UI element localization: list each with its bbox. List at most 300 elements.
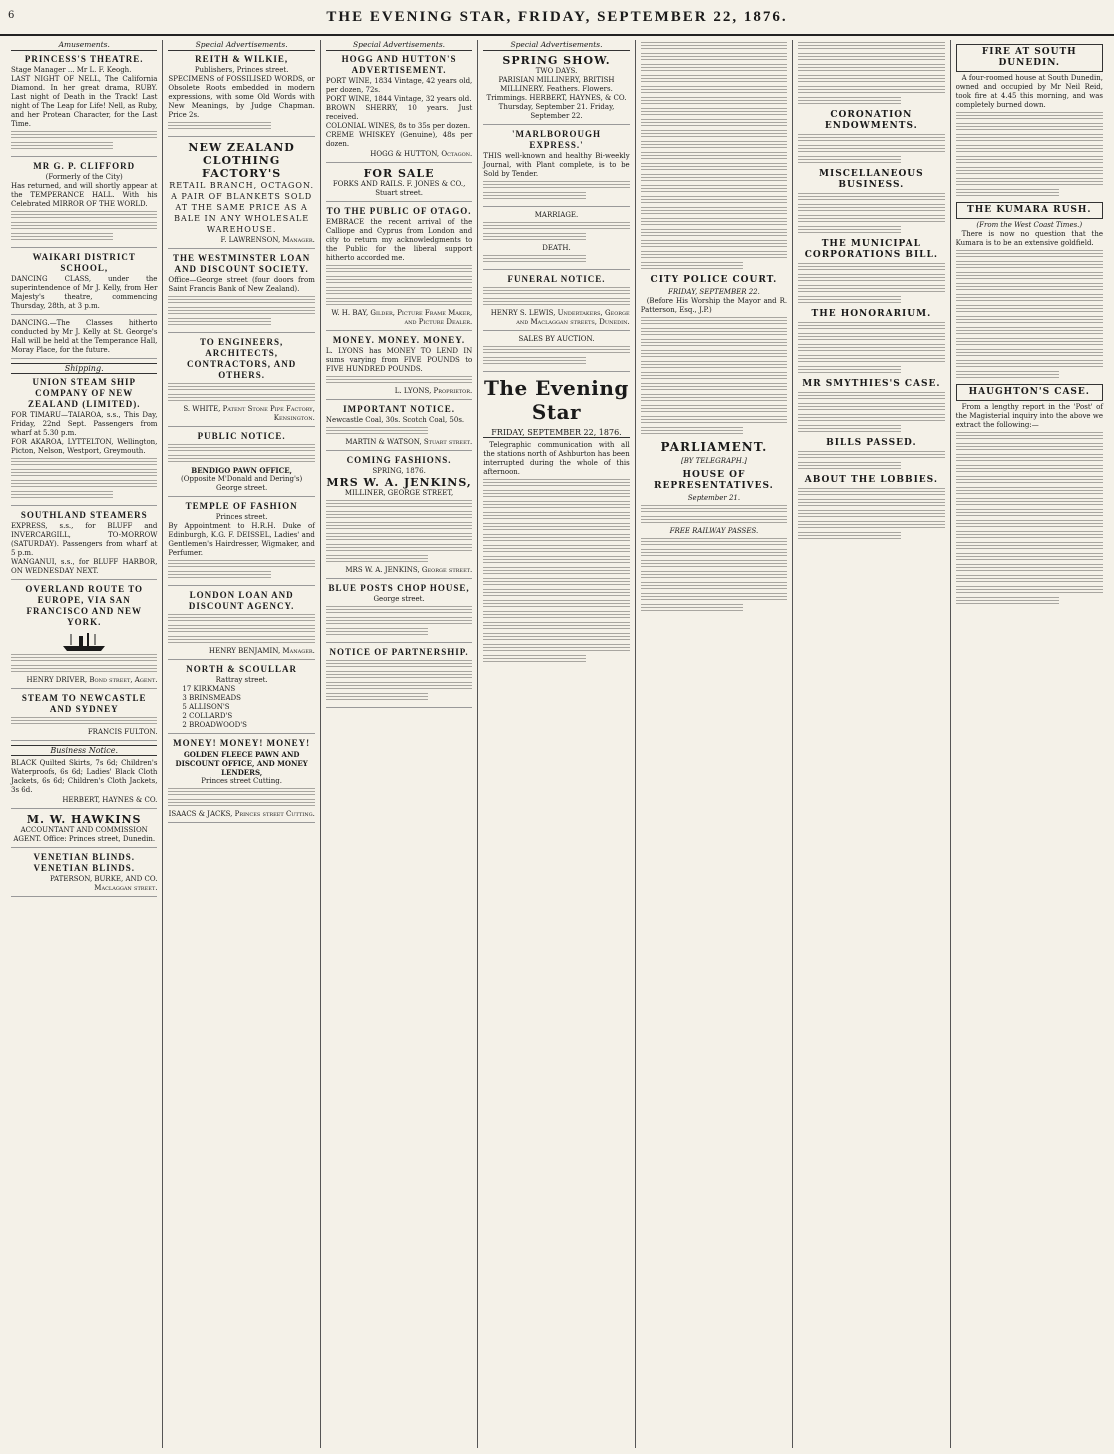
- masthead: [0, 0, 1114, 36]
- article-continuation: [798, 42, 944, 106]
- text-lines: [326, 511, 472, 520]
- text-lines: [326, 606, 472, 615]
- text-lines: [798, 355, 944, 364]
- text-lines: [483, 346, 629, 355]
- text-lines: [798, 193, 944, 202]
- text-lines: [956, 349, 1103, 358]
- text-lines: [326, 693, 429, 702]
- text-lines: [168, 444, 314, 453]
- text-lines: [956, 156, 1103, 165]
- text-lines: [483, 298, 629, 307]
- text-lines: [956, 476, 1103, 485]
- text-lines: [798, 64, 944, 73]
- ad-coming-fashions: [326, 455, 472, 579]
- text-lines: [168, 383, 314, 392]
- text-lines: [641, 53, 787, 62]
- text-lines: [168, 636, 314, 645]
- ad-signature: PATERSON, BURKE, AND CO. Maclaggan street.: [49, 875, 158, 892]
- ad-title: WAIKARI DISTRICT SCHOOL,: [32, 252, 136, 273]
- ad-title: NEW ZEALAND CLOTHING FACTORY'S: [188, 141, 295, 180]
- ad-hogg-hutton: [326, 54, 472, 163]
- text-lines: [798, 366, 900, 375]
- ad-body: GOLDEN FLEECE PAWN AND DISCOUNT OFFICE, AND MONEY LENDERS,: [175, 750, 308, 777]
- ad-body: FORKS AND RAILS. F. JONES & CO., Stuart street.: [332, 180, 466, 197]
- text-lines: [641, 207, 787, 216]
- ad-clifford: [11, 161, 157, 248]
- ad-title: NOTICE OF PARTNERSHIP.: [329, 647, 469, 657]
- ad-title: 'MARLBOROUGH EXPRESS.': [511, 129, 601, 150]
- text-lines: [798, 134, 944, 143]
- ad-sub: Rattray street.: [215, 676, 268, 684]
- ad-title: MONEY! MONEY! MONEY!: [173, 738, 311, 748]
- text-lines: [956, 167, 1103, 176]
- ad-body: FOR TIMARU—TAIAROA, s.s., This Day, Friday, 22nd Sept. Passengers from wharf at 5.30 p.m.: [11, 411, 158, 437]
- text-lines: [641, 339, 787, 348]
- article-title: ABOUT THE LOBBIES.: [804, 475, 938, 485]
- text-lines: [326, 500, 472, 509]
- text-lines: [798, 510, 944, 519]
- ad-sub: SPRING, 1876.: [372, 467, 426, 475]
- ad-sub: Publishers, Princes street.: [194, 66, 289, 74]
- text-lines: [483, 611, 629, 620]
- text-lines: [326, 617, 472, 626]
- text-lines: [956, 250, 1103, 259]
- text-lines: [641, 97, 787, 106]
- ad-item: PORT WINE, 1844 Vintage, 32 years old.: [325, 95, 472, 103]
- ad-body: PARISIAN MILLINERY, BRITISH MILLINERY. Feathers. Flowers. Trimmings. HERBERT, HAYNES, & CO. Thursday, September 21. Friday, September 22.: [486, 76, 627, 120]
- text-lines: [168, 394, 314, 403]
- ad-body: DANCING.—The Classes hitherto conducted by Mr J. Kelly at St. George's Hall will be held at the Temperance Hall, Moray Place, for the future.: [11, 319, 158, 354]
- text-lines: [483, 287, 629, 296]
- text-lines: [641, 130, 787, 139]
- text-lines: [798, 392, 944, 401]
- ad-sub: (Formerly of the City): [45, 173, 123, 181]
- article-body: There is now no question that the Kumara is to be an extensive goldfield.: [955, 230, 1103, 247]
- ad-body: EMBRACE the recent arrival of the Calliope and Cyprus from London and city to return my acknowledgments to the Public for the liberal support hitherto accorded me.: [325, 218, 473, 262]
- text-lines: [483, 233, 585, 242]
- ad-newcastle-steam: [11, 693, 157, 741]
- article-haughton: [956, 403, 1103, 606]
- text-lines: [956, 305, 1103, 314]
- text-lines: [956, 145, 1103, 154]
- ad-title: VENETIAN BLINDS. VENETIAN BLINDS.: [33, 852, 135, 873]
- ad-title: FUNERAL NOTICE.: [507, 274, 606, 284]
- article-sub: FREE RAILWAY PASSES.: [669, 527, 759, 535]
- text-lines: [956, 371, 1059, 380]
- ad-clothing-factory: [168, 141, 314, 249]
- ad-title: STEAM TO NEWCASTLE AND SYDNEY: [21, 693, 147, 714]
- piano-item: 5 ALLISON'S: [182, 703, 230, 711]
- ad-money: [168, 738, 314, 823]
- ad-title: TEMPLE OF FASHION: [185, 501, 298, 511]
- text-lines: [168, 318, 270, 327]
- text-lines: [956, 432, 1103, 441]
- text-lines: [798, 226, 900, 235]
- ad-body: DANCING CLASS, under the superintendence of Mr J. Kelly, from Her Majesty's theatre, commencing Thursday, 28th, at 3 p.m.: [11, 275, 158, 310]
- article-title: BILLS PASSED.: [826, 438, 917, 448]
- masthead-title: THE EVENING STAR, FRIDAY, SEPTEMBER 22, 1876.: [326, 8, 788, 25]
- article-parliament: [641, 505, 787, 613]
- text-lines: [326, 298, 472, 307]
- ad-title: TO ENGINEERS, ARCHITECTS, CONTRACTORS, AND OTHERS.: [186, 337, 297, 380]
- text-lines: [641, 185, 787, 194]
- text-lines: [168, 455, 314, 464]
- text-lines: [956, 112, 1103, 121]
- text-lines: [326, 287, 472, 296]
- text-lines: [483, 556, 629, 565]
- ad-title: COMING FASHIONS.: [346, 455, 452, 465]
- ad-engineers: [168, 337, 314, 427]
- ad-signature: S. WHITE, Patent Stone Pipe Factory, Kensington.: [183, 405, 315, 422]
- ad-public-otago: [326, 206, 472, 331]
- text-lines: [326, 671, 472, 680]
- text-lines: [956, 338, 1103, 347]
- text-lines: [483, 255, 585, 264]
- text-lines: [798, 263, 944, 272]
- notice-funeral: [483, 274, 629, 331]
- text-lines: [798, 285, 944, 294]
- ad-body: Office—George street (four doors from Saint Francis Bank of New Zealand).: [168, 276, 315, 293]
- ad-body: ACCOUNTANT AND COMMISSION AGENT. Office: Princes street, Dunedin.: [13, 826, 156, 843]
- ad-temple-of-fashion: [168, 501, 314, 586]
- text-lines: [168, 571, 270, 580]
- ad-princess-theatre: [11, 54, 157, 157]
- text-lines: [956, 531, 1103, 540]
- ad-item: COLONIAL WINES, 8s to 35s per dozen.: [325, 122, 471, 130]
- ad-important-notice: [326, 404, 472, 451]
- text-lines: [798, 462, 900, 471]
- ad-sub: TWO DAYS.: [535, 67, 578, 75]
- article-title: CORONATION ENDOWMENTS.: [824, 110, 918, 131]
- text-lines: [641, 328, 787, 337]
- notice-head: MARRIAGE.: [534, 211, 579, 219]
- text-lines: [641, 394, 787, 403]
- ad-title: BLUE POSTS CHOP HOUSE,: [328, 583, 470, 593]
- article-title: MISCELLANEOUS BUSINESS.: [819, 169, 924, 190]
- article-date: FRIDAY, SEPTEMBER 22.: [667, 288, 760, 296]
- steamship-icon: [61, 630, 107, 652]
- article-date: September 21.: [687, 494, 741, 502]
- ad-sub: Princes street.: [215, 513, 268, 521]
- ad-title: LONDON LOAN AND DISCOUNT AGENCY.: [188, 590, 295, 611]
- text-lines: [956, 316, 1103, 325]
- text-lines: [483, 512, 629, 521]
- text-lines: [956, 189, 1059, 198]
- section-shipping: Shipping.: [11, 363, 157, 374]
- text-lines: [798, 414, 944, 423]
- text-lines: [11, 654, 157, 663]
- column-head-special-ads: Special Advertisements.: [326, 40, 472, 51]
- article-title: MR SMYTHIES'S CASE.: [802, 379, 941, 389]
- text-lines: [798, 75, 944, 84]
- article-title: THE MUNICIPAL CORPORATIONS BILL.: [804, 239, 938, 260]
- text-lines: [798, 488, 944, 497]
- text-lines: [168, 614, 314, 623]
- notice-sales-auction: [483, 335, 629, 372]
- ad-title: PRINCESS'S THEATRE.: [24, 54, 144, 64]
- ad-black-skirts: [11, 759, 157, 809]
- ad-title: HOGG AND HUTTON'S ADVERTISEMENT.: [341, 54, 457, 75]
- article-title: HOUSE OF REPRESENTATIVES.: [654, 470, 774, 491]
- text-lines: [168, 560, 314, 569]
- text-lines: [11, 717, 157, 726]
- notice-head: DEATH.: [542, 244, 571, 252]
- column-6: [793, 40, 950, 1448]
- column-head-special-ads: Special Advertisements.: [483, 40, 629, 51]
- ad-signature: HERBERT, HAYNES & CO.: [62, 796, 158, 804]
- text-lines: [641, 75, 787, 84]
- text-lines: [641, 119, 787, 128]
- text-lines: [483, 600, 629, 609]
- text-lines: [11, 480, 157, 489]
- text-lines: [641, 64, 787, 73]
- text-lines: [641, 141, 787, 150]
- text-lines: [956, 454, 1103, 463]
- ad-dancing: [11, 319, 157, 359]
- text-lines: [956, 443, 1103, 452]
- ad-title: THE WESTMINSTER LOAN AND DISCOUNT SOCIETY.: [172, 253, 311, 274]
- ad-north-scoullar: [168, 664, 314, 734]
- text-lines: [798, 425, 900, 434]
- ad-name: MRS W. A. JENKINS,: [326, 476, 472, 489]
- text-lines: [483, 357, 585, 366]
- ad-sub: (Opposite M'Donald and Dering's) George street.: [181, 475, 303, 492]
- article-body: From a lengthy report in the 'Post' of the Magisterial inquiry into the above we extract the following:—: [955, 403, 1103, 429]
- ad-signature: L. LYONS, Proprietor.: [394, 387, 473, 395]
- text-lines: [798, 532, 900, 541]
- notice-marriage: [483, 211, 629, 270]
- text-lines: [11, 222, 157, 231]
- text-lines: [956, 553, 1103, 562]
- text-lines: [956, 261, 1103, 270]
- text-lines: [641, 416, 787, 425]
- text-lines: [641, 593, 787, 602]
- ad-manager: Stage Manager ... Mr L. F. Keogh.: [11, 66, 132, 74]
- column-7: [951, 40, 1108, 1448]
- ad-body: SPECIMENS of FOSSILISED WORDS, or Obsolete Roots embedded in modern expressions, with some Old Words with New Meanings, by Judge Chapman. Price 2s.: [168, 75, 315, 119]
- ad-signature: MRS W. A. JENKINS, George street.: [345, 566, 473, 574]
- text-lines: [641, 262, 744, 271]
- text-lines: [483, 655, 585, 664]
- ad-signature: FRANCIS FULTON.: [87, 728, 158, 736]
- text-lines: [11, 211, 157, 220]
- text-lines: [641, 505, 787, 514]
- text-lines: [956, 575, 1103, 584]
- text-lines: [798, 451, 944, 460]
- text-lines: [326, 555, 429, 564]
- text-lines: [483, 644, 629, 653]
- text-lines: [956, 498, 1103, 507]
- text-lines: [641, 582, 787, 591]
- ad-title: OVERLAND ROUTE TO EUROPE, VIA SAN FRANCISCO AND NEW YORK.: [25, 584, 144, 627]
- ad-sub: Princes street Cutting.: [201, 777, 282, 785]
- ad-body: Newcastle Coal, 30s. Scotch Coal, 50s.: [325, 416, 465, 424]
- text-lines: [11, 665, 157, 674]
- ad-title: MR G. P. CLIFFORD: [33, 161, 136, 171]
- text-lines: [483, 545, 629, 554]
- text-lines: [168, 122, 270, 131]
- column-head-amusements: Amusements.: [11, 40, 157, 51]
- article-title: HAUGHTON'S CASE.: [956, 384, 1103, 401]
- text-lines: [956, 294, 1103, 303]
- lead-article: [483, 441, 629, 664]
- text-lines: [956, 283, 1103, 292]
- article-fire: [956, 74, 1103, 198]
- ad-item: CREME WHISKEY (Genuine), 48s per dozen.: [325, 131, 473, 148]
- newspaper-nameplate: The Evening Star: [484, 376, 629, 424]
- ad-body: Has returned, and will shortly appear at the TEMPERANCE HALL. With his Celebrated MIRROR OF THE WORLD.: [11, 182, 158, 208]
- ad-body: LAST NIGHT OF NELL, The California Diamond. In her great drama, RUBY. Last night of Death in the Track! Last night of The Leap for Life! Nell, as Ruby, and her Protean Character, for the Last Time.: [11, 75, 158, 128]
- ad-venetian-blinds: [11, 852, 157, 897]
- ad-overland-route: [11, 584, 157, 689]
- ad-signature: MARTIN & WATSON, Stuart street.: [345, 438, 473, 446]
- text-lines: [956, 509, 1103, 518]
- text-lines: [641, 405, 787, 414]
- text-lines: [11, 142, 113, 151]
- text-lines: [168, 625, 314, 634]
- ad-title: UNION STEAM SHIP COMPANY OF NEW ZEALAND (LIMITED).: [27, 377, 141, 409]
- ad-signature: F. LAWRENSON, Manager.: [220, 236, 315, 244]
- ad-partnership: [326, 647, 472, 708]
- text-lines: [956, 123, 1103, 132]
- text-lines: [168, 307, 314, 316]
- ad-spring-show: [483, 54, 629, 125]
- text-lines: [798, 521, 944, 530]
- text-lines: [956, 360, 1103, 369]
- column-4: [478, 40, 635, 1448]
- ad-body: EXPRESS, s.s., for BLUFF and INVERCARGILL, TO-MORROW (SATURDAY). Passengers from wharf at 5 p.m.: [11, 522, 158, 557]
- text-lines: [798, 322, 944, 331]
- ad-title: SPRING SHOW.: [502, 54, 611, 67]
- ad-title: NORTH & SCOULLAR: [186, 664, 297, 674]
- text-lines: [483, 192, 585, 201]
- text-lines: [956, 465, 1103, 474]
- text-lines: [798, 156, 900, 165]
- column-head-special-ads: Special Advertisements.: [168, 40, 314, 51]
- text-lines: [798, 53, 944, 62]
- text-lines: [956, 134, 1103, 143]
- ad-body: By Appointment to H.R.H. Duke of Edinburgh, K.G. F. DEISSEL, Ladies' and Gentlemen's Hairdresser, Wigmaker, and Perfumer.: [168, 522, 315, 557]
- text-lines: [641, 152, 787, 161]
- text-lines: [641, 350, 787, 359]
- ad-signature: W. H. BAY, Gilder, Picture Frame Maker, and Picture Dealer.: [331, 309, 473, 326]
- article-body: A four-roomed house at South Dunedin, owned and occupied by Mr Neil Reid, took fire at 4.45 this morning, and was completely burned down.: [955, 74, 1103, 109]
- ad-sub: MILLINER, GEORGE STREET,: [344, 489, 454, 497]
- ad-title: IMPORTANT NOTICE.: [343, 404, 455, 414]
- text-lines: [483, 534, 629, 543]
- ad-southland-steamers: [11, 510, 157, 580]
- article-title: PARLIAMENT.: [660, 440, 768, 454]
- piano-item: 2 COLLARD'S: [182, 712, 233, 720]
- text-lines: [11, 458, 157, 467]
- text-lines: [11, 469, 157, 478]
- text-lines: [956, 520, 1103, 529]
- text-lines: [798, 86, 944, 95]
- column-1: [6, 40, 163, 1448]
- column-5: [636, 40, 793, 1448]
- text-lines: [798, 215, 944, 224]
- text-lines: [11, 233, 113, 242]
- article-sub: [BY TELEGRAPH.]: [681, 457, 747, 465]
- text-lines: [641, 317, 787, 326]
- article-police-court: [641, 297, 787, 436]
- text-lines: [641, 604, 744, 613]
- text-lines: [326, 276, 472, 285]
- text-lines: [956, 272, 1103, 281]
- text-lines: [483, 181, 629, 190]
- article-title: FIRE AT SOUTH DUNEDIN.: [956, 44, 1103, 72]
- ad-signature: ISAACS & JACKS, Princes street Cutting.: [168, 810, 315, 818]
- ad-body: L. LYONS has MONEY TO LEND IN sums varying from FIVE POUNDS to FIVE HUNDRED POUNDS.: [325, 347, 473, 373]
- text-lines: [798, 344, 944, 353]
- ad-body: THIS well-known and healthy Bi-weekly Journal, with Plant complete, is to be Sold by Tender.: [483, 152, 630, 178]
- text-lines: [483, 501, 629, 510]
- text-lines: [956, 178, 1103, 187]
- ad-blue-posts: [326, 583, 472, 643]
- ad-signature: HENRY DRIVER, Bond street, Agent.: [26, 676, 158, 684]
- article-title: CITY POLICE COURT.: [650, 275, 778, 285]
- ad-body: FOR AKAROA, LYTTELTON, Wellington, Picton, Nelson, Westport, Greymouth.: [11, 438, 158, 455]
- ad-title: SOUTHLAND STEAMERS: [20, 510, 148, 520]
- text-lines: [641, 571, 787, 580]
- text-lines: [483, 222, 629, 231]
- ad-for-sale: [326, 167, 472, 202]
- text-lines: [798, 145, 944, 154]
- text-lines: [168, 788, 314, 797]
- article-title: THE KUMARA RUSH.: [956, 202, 1103, 219]
- ad-title: TO THE PUBLIC OF OTAGO.: [326, 206, 472, 216]
- text-lines: [798, 97, 900, 106]
- text-lines: [641, 174, 787, 183]
- column-3: [321, 40, 478, 1448]
- text-lines: [326, 427, 429, 436]
- text-lines: [168, 799, 314, 808]
- text-lines: [483, 567, 629, 576]
- page-number: 6: [8, 10, 15, 21]
- ad-westminster-loan: [168, 253, 314, 333]
- text-lines: [641, 549, 787, 558]
- text-lines: [483, 578, 629, 587]
- ad-body: BENDIGO PAWN OFFICE,: [191, 466, 292, 475]
- ad-title: FOR SALE: [363, 167, 435, 180]
- newspaper-columns: [6, 40, 1108, 1448]
- ad-money-lyons: [326, 335, 472, 400]
- ad-title: PUBLIC NOTICE.: [197, 431, 286, 441]
- text-lines: [483, 490, 629, 499]
- piano-item: 2 BROADWOOD'S: [182, 721, 247, 729]
- ad-item: PORT WINE, 1834 Vintage, 42 years old, per dozen, 72s.: [325, 77, 473, 94]
- text-lines: [641, 86, 787, 95]
- text-lines: [11, 131, 157, 140]
- article-title: THE HONORARIUM.: [811, 309, 932, 319]
- ad-union-steam: [11, 377, 157, 506]
- ad-title: REITH & WILKIE,: [195, 54, 289, 64]
- article-lead: Telegraphic communication with all the stations north of Ashburton has been interrupted during the whole of this afternoon.: [483, 441, 630, 476]
- text-lines: [326, 533, 472, 542]
- ad-signature: HENRY S. LEWIS, Undertakers, George and Maclaggan streets, Dunedin.: [490, 309, 630, 326]
- ad-sub: George street.: [373, 595, 425, 603]
- notice-head: SALES BY AUCTION.: [518, 335, 595, 343]
- text-lines: [483, 479, 629, 488]
- ad-hawkins: [11, 813, 157, 848]
- text-lines: [326, 682, 472, 691]
- text-lines: [326, 544, 472, 553]
- text-lines: [641, 361, 787, 370]
- text-lines: [641, 538, 787, 547]
- article-body: (Before His Worship the Mayor and R. Patterson, Esq., J.P.): [640, 297, 788, 314]
- text-lines: [641, 196, 787, 205]
- text-lines: [641, 560, 787, 569]
